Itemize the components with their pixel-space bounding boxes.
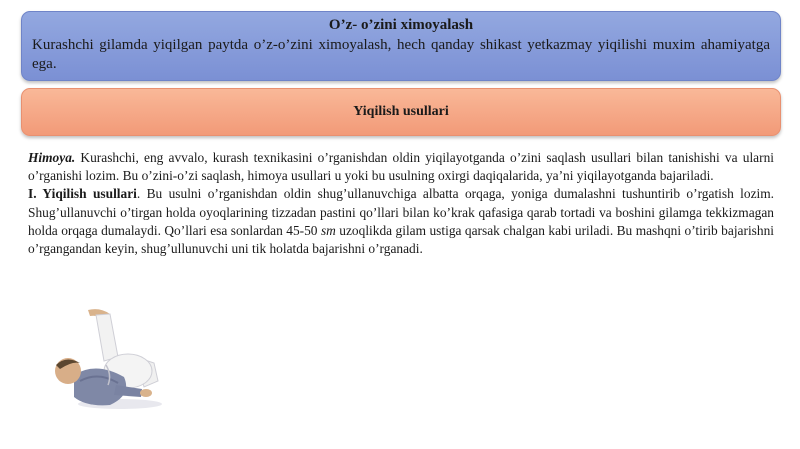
paragraph-yiqilish-lead: I. Yiqilish usullari: [28, 186, 137, 202]
body-text: [28, 149, 774, 258]
header-text: Kurashchi gilamda yiqilgan paytda o’z-o’zini ximoyalash, hech qanday shikast yetkazmay yiqilishi muxim ahamiyatga ega.: [32, 37, 770, 72]
paragraph-himoya-text: Kurashchi, eng avvalo, kurash texnikasini o’rganishdan oldin yiqilayotganda o’zini saqlash usullari bilan tanishishi va ularni o’rganishi lozim. Bu o’zini-o’zi saqlash, himoya usullari u yoki bu usulning oxirgi daqiqalarida, ya’ni yiqilayotganda bajariladi.: [28, 150, 774, 184]
unit-sm: sm: [320, 222, 336, 238]
paragraph-yiqilish-text-b: uzoqlikda gilam ustiga qarsak chalgan kabi uriladi. Bu mashqni o’tirib bajarishni o’rgangandan keyin, shug’ullunuvchi uni tik holatda bajarishni o’rganadi.: [28, 222, 774, 257]
paragraph-yiqilish: [28, 185, 774, 258]
paragraph-himoya: [28, 149, 774, 185]
paragraph-himoya-lead: Himoya.: [28, 150, 76, 165]
paragraph-yiqilish-text-a: . Bu usulni o’rganishdan oldin shug’ullanuvchiga albatta orqaga, yoniga dumalashni tushuntirib o’rgatish lozim. Shug’ullanuvchi o’tirgan holda oyoqlarining tizzadan pastini qo’llari bilan ko’krak qafasiga qarab tortadi va boshini gilamga tekkizmagan holda orqaga dumalaydi. Qo’llari esa sonlardan 45-50: [28, 186, 775, 238]
section-banner: [21, 88, 781, 136]
header-banner: [21, 11, 781, 81]
header-title: O’z- o’zini ximoyalash: [328, 17, 474, 33]
section-title: Yiqilish usullari: [353, 104, 449, 119]
falling-wrestler-figure: [50, 305, 170, 416]
